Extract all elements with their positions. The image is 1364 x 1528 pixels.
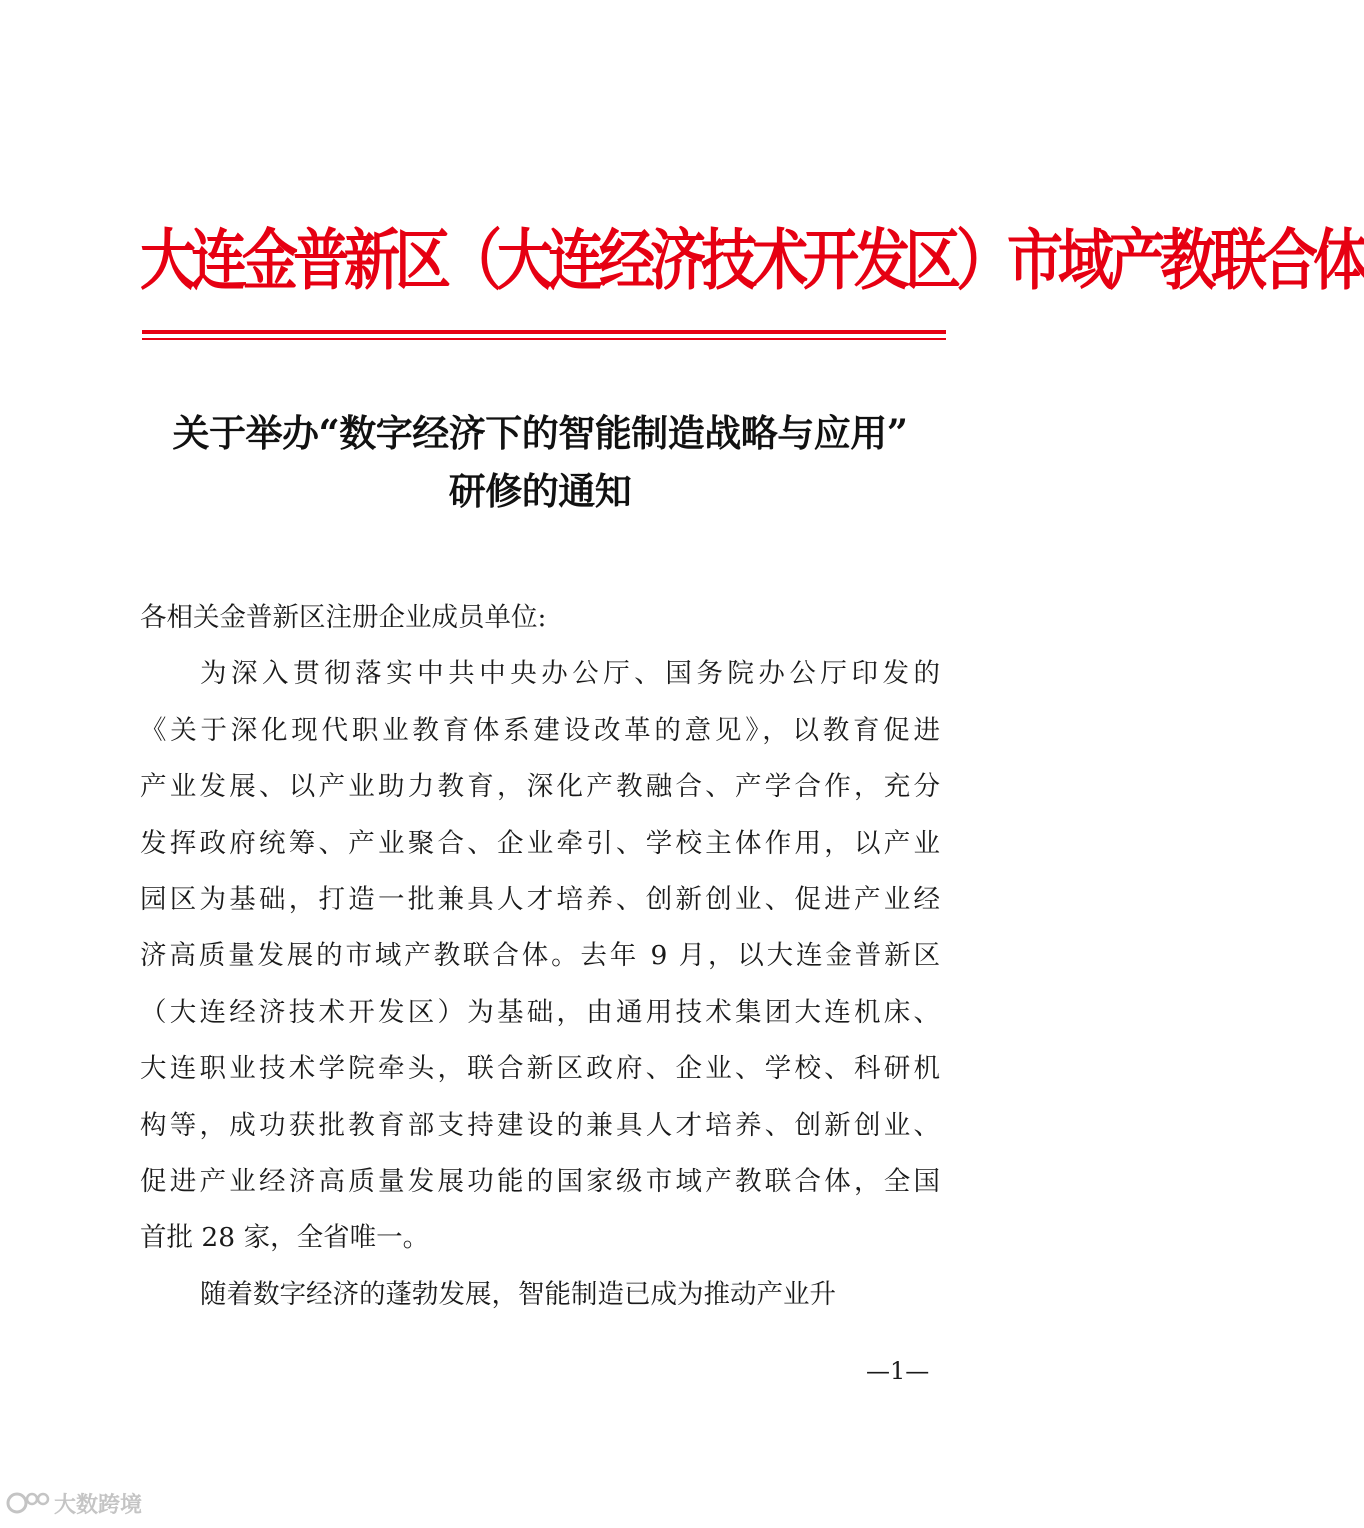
watermark [6,1488,142,1518]
document-body [140,590,940,1323]
document-title [120,404,960,520]
paragraph-1-line: 济高质量发展的市域产教联合体。去年 9 月，以大连金普新区 [140,940,940,972]
page-number: —1— [866,1357,930,1385]
paragraph-1-line: 大连职业技术学院牵头，联合新区政府、企业、学校、科研机 [140,1053,940,1085]
document-title-line-1: 关于举办“数字经济下的智能制造战略与应用” [172,411,908,455]
document-title-line-2: 研修的通知 [448,469,632,513]
header-divider-thin [142,338,946,340]
paragraph-1-line: （大连经济技术开发区）为基础，由通用技术集团大连机床、 [140,996,940,1028]
paragraph-1-line: 《关于深化现代职业教育体系建设改革的意见》，以教育促进 [140,714,940,746]
watermark-text: 大数跨境 [54,1492,143,1518]
paragraph-1-line: 园区为基础，打造一批兼具人才培养、创新创业、促进产业经 [140,883,940,915]
paragraph-1-line: 发挥政府统筹、产业聚合、企业牵引、学校主体作用，以产业 [140,827,940,859]
paragraph-1-line: 为深入贯彻落实中共中央办公厅、国务院办公厅印发的 [200,658,940,690]
brand-logo-icon [6,1490,50,1516]
paragraph-2-line: 随着数字经济的蓬勃发展，智能制造已成为推动产业升 [200,1278,836,1310]
org-header-title: 大连金普新区（大连经济技术开发区）市域产教联合体 [140,223,1364,300]
paragraph-1-line: 促进产业经济高质量发展功能的国家级市域产教联合体，全国 [140,1165,940,1197]
paragraph-1-line: 产业发展、以产业助力教育，深化产教融合、产学合作，充分 [140,771,940,803]
salutation: 各相关金普新区注册企业成员单位: [140,602,547,633]
paragraph-1-line: 构等，成功获批教育部支持建设的兼具人才培养、创新创业、 [140,1109,940,1141]
header-divider-thick [142,330,946,334]
paragraph-1-line: 首批 28 家，全省唯一。 [140,1222,430,1254]
